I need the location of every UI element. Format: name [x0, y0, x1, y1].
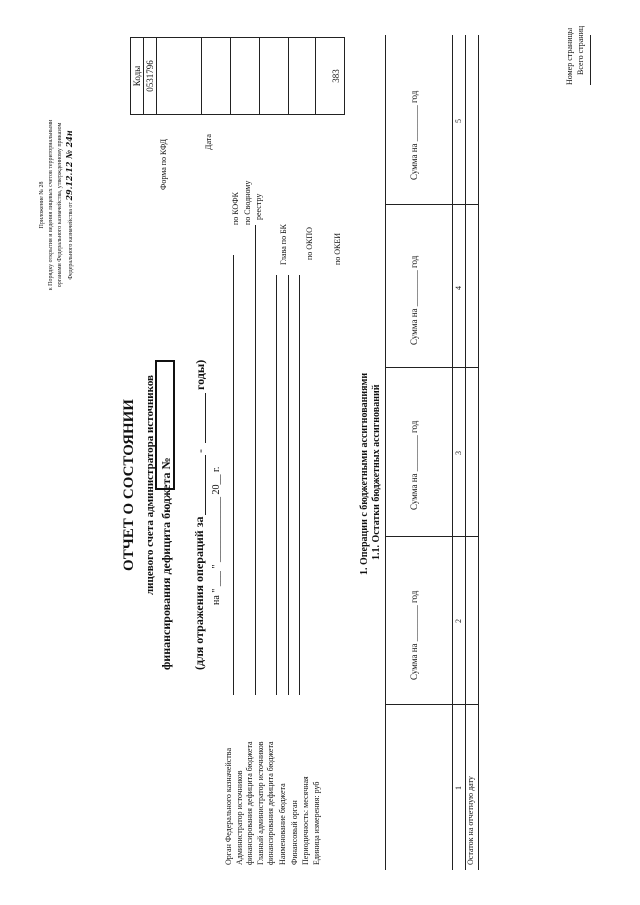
- report-date-line: на " ___ " _____________ 20__ г.: [211, 466, 222, 605]
- report-period: (для отражения операций за: [192, 516, 206, 670]
- okei-value: 383: [315, 37, 345, 115]
- date-value-cell: [156, 37, 202, 115]
- date-label: Дата: [204, 134, 213, 150]
- col-divider-3: [385, 367, 478, 368]
- annex-note: [38, 95, 76, 315]
- years-label: годы): [193, 359, 207, 390]
- label-main-admin-1: Главный администратор источников: [256, 741, 265, 865]
- col-divider-2: [385, 536, 478, 537]
- handwritten-order-ref: 29.12.12 № 24н: [64, 130, 74, 201]
- section-heading: 1. Операции с бюджетными ассигнованиями: [359, 372, 370, 575]
- col-header-3: Сумма на ________ год: [409, 420, 419, 510]
- label-periodicity: Периодичность: месячная: [301, 776, 310, 865]
- okud-label: Форма по КФД: [159, 138, 168, 190]
- year-to-line: [205, 393, 206, 443]
- col-header-4: Сумма на ________ год: [409, 255, 419, 345]
- col-number-5: 5: [454, 119, 463, 123]
- line-fk-organ: [233, 255, 234, 695]
- report-subtitle-2: финансирования дефицита бюджета №: [159, 457, 173, 670]
- col-number-3: 3: [454, 451, 463, 455]
- codes-header: Коды: [130, 37, 144, 115]
- col-divider-1: [385, 704, 478, 705]
- okei-label: по ОКЕИ: [333, 232, 342, 265]
- col-number-4: 4: [454, 286, 463, 290]
- label-admin-2: финансирования дефицита бюджета: [245, 741, 254, 865]
- line-budget: [288, 275, 289, 695]
- table-bottom-border: [478, 35, 479, 870]
- report-subtitle-1: лицевого счета администратора источников: [144, 375, 156, 595]
- section-subheading: 1.1. Остатки бюджетных ассигнований: [371, 384, 382, 560]
- okud-value: 0531796: [143, 37, 157, 115]
- label-main-admin-2: финансирования дефицита бюджета: [266, 741, 275, 865]
- annex-line-2: к Порядку открытия и ведения лицевых счетов территориальными: [48, 119, 54, 291]
- annex-line-4: [65, 95, 76, 315]
- row-balance-label: Остаток на отчетную дату: [466, 776, 475, 865]
- table-top-border: [385, 35, 386, 870]
- col-header-2: Сумма на ________ год: [409, 590, 419, 680]
- label-fin-organ: Финансовый орган: [290, 800, 299, 865]
- bk-value-cell: [259, 37, 289, 115]
- pages-total-label: Всего страниц: [576, 25, 585, 75]
- annex-line-3: органами Федерального казначейства, утвержденному приказом: [57, 122, 63, 288]
- col-number-2: 2: [454, 619, 463, 623]
- kofk-label: по КОФК: [231, 192, 240, 225]
- label-unit: Единица измерения: руб: [312, 781, 321, 865]
- page-number-line: [590, 35, 591, 85]
- table-header-bottom: [452, 35, 453, 870]
- bk-label: Глава по БК: [279, 224, 288, 265]
- col-number-1: 1: [454, 786, 463, 790]
- annex-line-4-text: Федерального казначейства от: [68, 202, 74, 280]
- svodny-value-cell: [230, 37, 260, 115]
- svodny-label-1: по Сводному: [243, 180, 252, 225]
- label-admin-1: Администратор источников: [235, 770, 244, 865]
- report-title: ОТЧЕТ О СОСТОЯНИИ: [121, 399, 137, 571]
- years-dash: -: [193, 449, 207, 453]
- svodny-label-2: реестру: [254, 193, 263, 220]
- label-budget-name: Наименование бюджета: [278, 783, 287, 865]
- line-main-admin: [276, 275, 277, 695]
- col-divider-4: [385, 204, 478, 205]
- col-header-5: Сумма на ________ год: [409, 90, 419, 180]
- okpo-label: по ОКПО: [305, 227, 314, 260]
- okpo-value-cell: [288, 37, 316, 115]
- line-admin: [255, 225, 256, 695]
- label-fk-organ: Орган Федерального казначейства: [224, 747, 233, 865]
- table-number-bottom: [465, 35, 466, 870]
- account-number-box[interactable]: [155, 360, 175, 490]
- kofk-value-cell: [201, 37, 231, 115]
- page-number-label: Номер страницы: [565, 27, 574, 85]
- line-fin-organ: [299, 275, 300, 695]
- annex-line-1: Приложение № 28: [39, 181, 45, 229]
- year-from-line: [205, 455, 206, 515]
